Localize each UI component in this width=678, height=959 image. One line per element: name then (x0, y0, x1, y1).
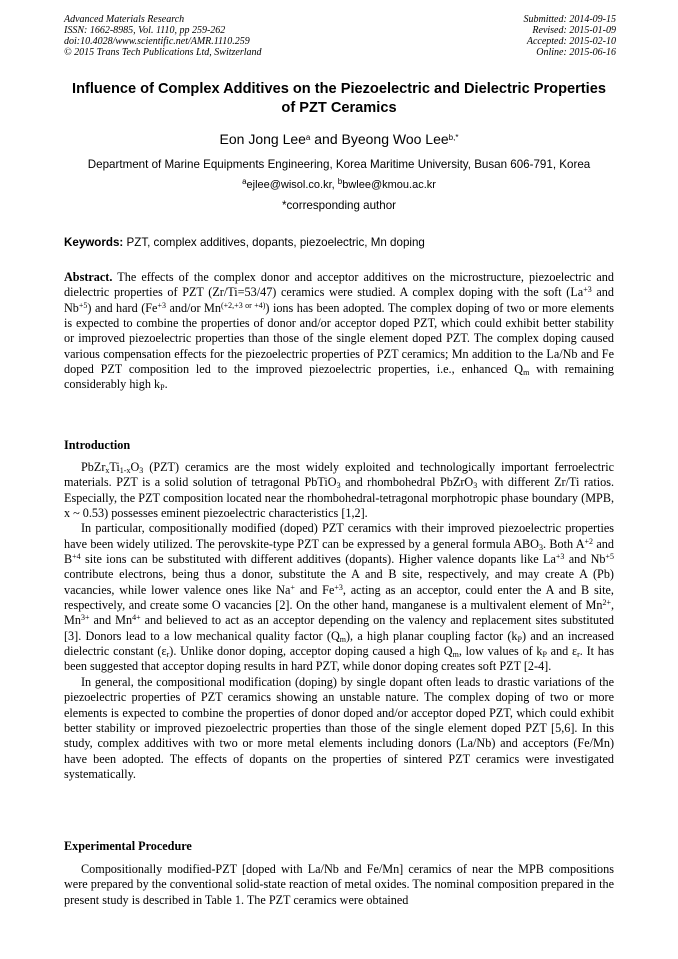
intro-sub: 3 (139, 466, 144, 475)
abstract-text: and Nb (64, 285, 614, 315)
intro-text: contribute electrons, being thus a donor, substitute the A and B site, respectively, and may create A (Pb) vacancies, while lower valence ones like Na (64, 567, 614, 597)
abstract-text: and/or Mn (165, 300, 221, 315)
experimental-body (64, 862, 614, 908)
dates-header (524, 14, 617, 58)
intro-text: and Mn (89, 613, 133, 628)
intro-text: , Mn (64, 598, 614, 628)
intro-text: In particular, compositionally modified (doped) PZT ceramics with their improved piezoelectric properties have been widely utilized. The perovskite-type PZT can be expressed by a general formula ABO (64, 521, 614, 551)
author-2: Byeong Woo Lee (341, 131, 449, 147)
abstract-sup: +3 (583, 285, 592, 295)
intro-text: and rhombohedral PbZrO (340, 475, 474, 490)
abstract-text: with remaining considerably high k (64, 362, 615, 392)
intro-text: ), a high planar coupling factor (k (345, 628, 518, 643)
intro-text: and ε (546, 644, 578, 659)
intro-sub: P (542, 650, 547, 660)
section-heading-experimental: Experimental Procedure (64, 839, 192, 853)
intro-text: and Fe (294, 582, 335, 597)
intro-text: and believed to act as an acceptor depending on the valency and replacement sites substituted [3]. Donors lead to a low mechanical quality factor (Q (64, 613, 614, 643)
intro-sup: +3 (555, 552, 565, 562)
intro-text: , low values of k (458, 644, 543, 659)
intro-paragraph-2 (64, 521, 614, 674)
abstract-text: ) ions has been adopted. The complex doping of two or more elements is expected to combine the properties of donor and/or acceptor doped PZT, which could exhibit better stability or improved piezoelectric properties than those of the single element doped PZT. The complex doping caused various compensation effects for the piezoelectric properties of PZT ceramics; Mn addition to the La/Nb and Fe doped PZT composition led to the improved piezoelectric properties, i.e., enhanced Q (64, 300, 614, 377)
intro-sup: 2+ (602, 598, 611, 608)
abstract-sup: (+2,+3 or +4) (221, 300, 266, 310)
intro-text: O (130, 460, 140, 474)
author-line (64, 130, 614, 148)
intro-sub: 1-x (119, 466, 131, 475)
abstract (64, 270, 614, 393)
intro-text: ). Unlike donor doping, acceptor doping caused a high Q (169, 644, 453, 659)
intro-text: ) and an increased dielectric constant (ε (64, 628, 614, 659)
intro-sub: 3 (336, 481, 341, 491)
intro-sub: m (452, 650, 459, 660)
journal-header (64, 14, 262, 58)
abstract-text: ) and hard (Fe (87, 300, 158, 315)
journal-issn: ISSN: 1662-8985, Vol. 1110, pp 259-262 (64, 25, 226, 36)
intro-sub: m (339, 634, 346, 644)
intro-text: site ions can be substituted with different additives (dopants). Higher valence dopants like La (80, 552, 556, 567)
date-revised: Revised: 2015-01-09 (532, 25, 616, 36)
email-b-sup: b (337, 177, 343, 186)
intro-text: and B (64, 536, 614, 567)
abstract-text: . (164, 377, 168, 392)
intro-text: , acting as an acceptor, could enter the A and B site, respectively, and create some O vacancies [2]. On the other hand, manganese is a multivalent element of Mn (64, 582, 614, 613)
intro-paragraph-3: In general, the compositional modification (doping) by single dopant often leads to drastic variations of the piezoelectric properties of PZT ceramics showing an unstable nature. The complex doping of two or more elements is expected to combine the properties of donor doped and/or acceptor doped PZT, which could exhibit better stability or improved piezoelectric properties than those of the single element doped PZT [5,6]. In this study, complex additives with two or more metal elements including donors (La/Nb) and acceptors (Fe/Mn) have been adopted. The effects of dopants on the properties of sintered PZT ceramics were investigated systematically. (64, 674, 614, 781)
intro-text: . It has been suggested that acceptor doping results in hard PZT, while donor doping creates soft PZT [2-4]. (64, 644, 614, 674)
abstract-label: Abstract. (64, 270, 113, 284)
affiliation: Department of Marine Equipments Engineering, Korea Maritime University, Busan 606-791, Korea (87, 158, 591, 171)
author-1: Eon Jong Lee (219, 131, 306, 147)
abstract-paragraph (64, 270, 614, 393)
intro-sub: P (517, 634, 522, 644)
intro-sup: + (290, 582, 295, 592)
intro-text: and Nb (564, 552, 606, 567)
intro-text: with different Zr/Ti ratios. Especially, the PZT composition located near the rhombohedral-tetragonal morphotropic phase boundary (MPB, x ~ 0.53) possesses eminent piezoelectric characteristics [1,2]. (64, 475, 614, 521)
date-online: Online: 2015-06-16 (536, 47, 616, 58)
abstract-sup: +3 (157, 300, 166, 310)
keywords-text: PZT, complex additives, dopants, piezoelectric, Mn doping (123, 236, 425, 249)
keywords-line (64, 235, 614, 250)
section-heading-introduction: Introduction (64, 438, 131, 452)
email-a-sup: a (242, 177, 247, 186)
intro-sub: 3 (473, 481, 478, 491)
intro-text: PbZr (81, 460, 106, 474)
paper-title: Influence of Complex Additives on the Piezoelectric and Dielectric Properties of PZT Ceramics (72, 81, 606, 116)
journal-copyright: © 2015 Trans Tech Publications Ltd, Switzerland (64, 47, 262, 58)
experimental-paragraph-1: Compositionally modified-PZT [doped with La/Nb and Fe/Mn] ceramics of near the MPB compositions were prepared by the conventional solid-state reaction of metal oxides. The nominal composition prepared in the present study is described in Table 1. The PZT ceramics were obtained (64, 862, 614, 907)
author-conjunction: and (310, 131, 342, 147)
abstract-sub: P (160, 383, 165, 393)
intro-sup: +4 (72, 552, 81, 562)
intro-paragraph-1 (64, 460, 614, 521)
introduction-body (64, 460, 614, 782)
corresponding-note: *corresponding author (281, 199, 397, 212)
email-a: ejlee@wisol.co.kr, (246, 179, 338, 191)
intro-sup: 3+ (80, 613, 90, 623)
abstract-sub: m (523, 368, 530, 378)
author-2-sup: b,* (448, 133, 459, 142)
abstract-text: The effects of the complex donor and acceptor additives on the microstructure, piezoelectric and dielectric properties of PZT (Zr/Ti=53/47) ceramics were studied. A complex doping with the soft (La (64, 270, 614, 300)
keywords-label: Keywords: (64, 236, 124, 249)
author-emails (64, 178, 614, 192)
journal-name: Advanced Materials Research (64, 14, 185, 25)
date-submitted: Submitted: 2014-09-15 (523, 14, 616, 25)
intro-sup: +2 (584, 536, 594, 546)
intro-sup: +5 (605, 552, 614, 562)
email-b: bwlee@kmou.ac.kr (342, 179, 436, 191)
intro-sub: r (166, 650, 170, 660)
intro-sub: 3 (538, 542, 543, 552)
abstract-sup: +5 (78, 300, 88, 310)
intro-text: (PZT) ceramics are the most widely exploited and technologically important ferroelectric materials. PZT is a solid solution of tetragonal PbTiO (64, 460, 614, 490)
intro-sup: +3 (334, 582, 343, 592)
intro-text: Ti (109, 460, 120, 474)
intro-sup: 4+ (132, 613, 141, 623)
author-1-sup: a (305, 133, 311, 142)
intro-sub: x (105, 466, 110, 475)
intro-sub: r (577, 650, 580, 660)
intro-text: . Both A (542, 536, 585, 551)
date-accepted: Accepted: 2015-02-10 (526, 36, 616, 47)
journal-doi: doi:10.4028/www.scientific.net/AMR.1110.259 (64, 36, 250, 47)
